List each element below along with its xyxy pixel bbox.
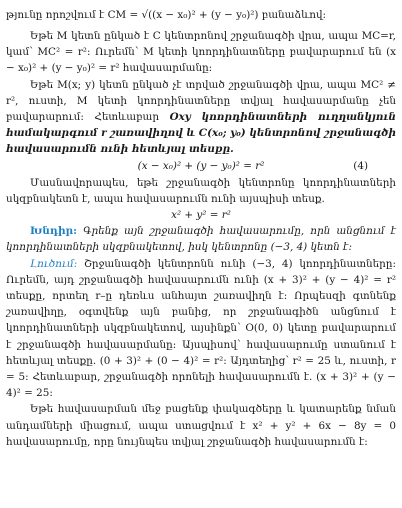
paragraph-origin-case: Մասնավորապես, եթե շրջանագծի կենտրոնը կոորդինատների սկզբնակետն է, ապա հավասարումն ունի այսպիսի տեսք. [6,176,396,205]
circle-equation-statement: Oxy կոորդինատների ուղղանկյուն համակարգում r շառավիղով և C(x₀; y₀) կենտրոնով շրջանագծի հավասարումն ունի հետևյալ տեսքը. [6,111,396,156]
solution-label: Լուծում: [30,257,78,270]
paragraph-expanded-form: Եթե հավասարման մեջ բացենք փակագծերը և կատարենք նման անդամների միացում, ապա ստացվում է x² + y² + 6x − 8y = 0 հավասարումը, որը նույնպես տվյալ շրջանագծի հավասարումն է: [6,403,396,448]
problem-text: Գրենք այն շրջանագծի հավասարումը, որն անցնում է կոորդինատների սկզբնակետով, իսկ կենտրոնը (−3, 4) կետն է: [6,225,396,254]
equation-4-number: (4) [353,159,368,172]
equation-4 [6,158,396,175]
solution [6,256,396,402]
paragraph-point-on-circle: Եթե M կետն ընկած է C կենտրոնով շրջանագծի վրա, ապա MC=r, կամ՝ MC² = r²: Ուրեմն՝ M կետի կոորդինատները բավարարում են (x − x₀)² + (y − y₀)² = r² հավասարմանը: [6,30,396,75]
solution-text: Շրջանագծի կենտրոնն ունի (−3, 4) կոորդինատները: Ուրեմն, այդ շրջանագծի հավասարումն ունի (x + 3)² + (y − 4)² = r² տեսքը, որտեղ r–ը դեռևս անհայտ շառավիղն է: Որպեսզի գտնենք շառավիղը, օգտվենք այն բանից, որ շրջանագիծն անցնում է կոորդինատների սկզբնակետով, այսինքն՝ O(0, 0) կետը բավարարում է շրջանագծի հավասարմանը: Այսպիսով՝ հավասարումը ստանում է հետևյալ տեսքը. (0 + 3)² + (0 − 4)² = r²: Այդտեղից՝ r² = 25 և, ուստի, r = 5: Հետևաբար, շրջանագծի որոնելի հավասարումն է. (x + 3)² + (y − 4)² = 25: [6,257,396,400]
problem-statement [6,223,396,255]
continuation-line: թյունը որոշվում է CM = √((x − x₀)² + (y − y₀)²) բանաձևով: [6,9,327,21]
paragraph-point-off-circle-text: Եթե M(x; y) կետն ընկած չէ տրված շրջանագծի վրա, ապա MC² ≠ r², ուստի, M կետի կոորդինատները տվյալ հավասարմանը չեն բավարարում: Հետևաբար [6,78,396,124]
paragraph-point-off-circle [6,77,396,158]
problem-label: Խնդիր: [30,225,78,238]
equation-4-expression: (x − x₀)² + (y − y₀)² = r² [137,159,265,172]
equation-origin: x² + y² = r² [171,209,231,222]
